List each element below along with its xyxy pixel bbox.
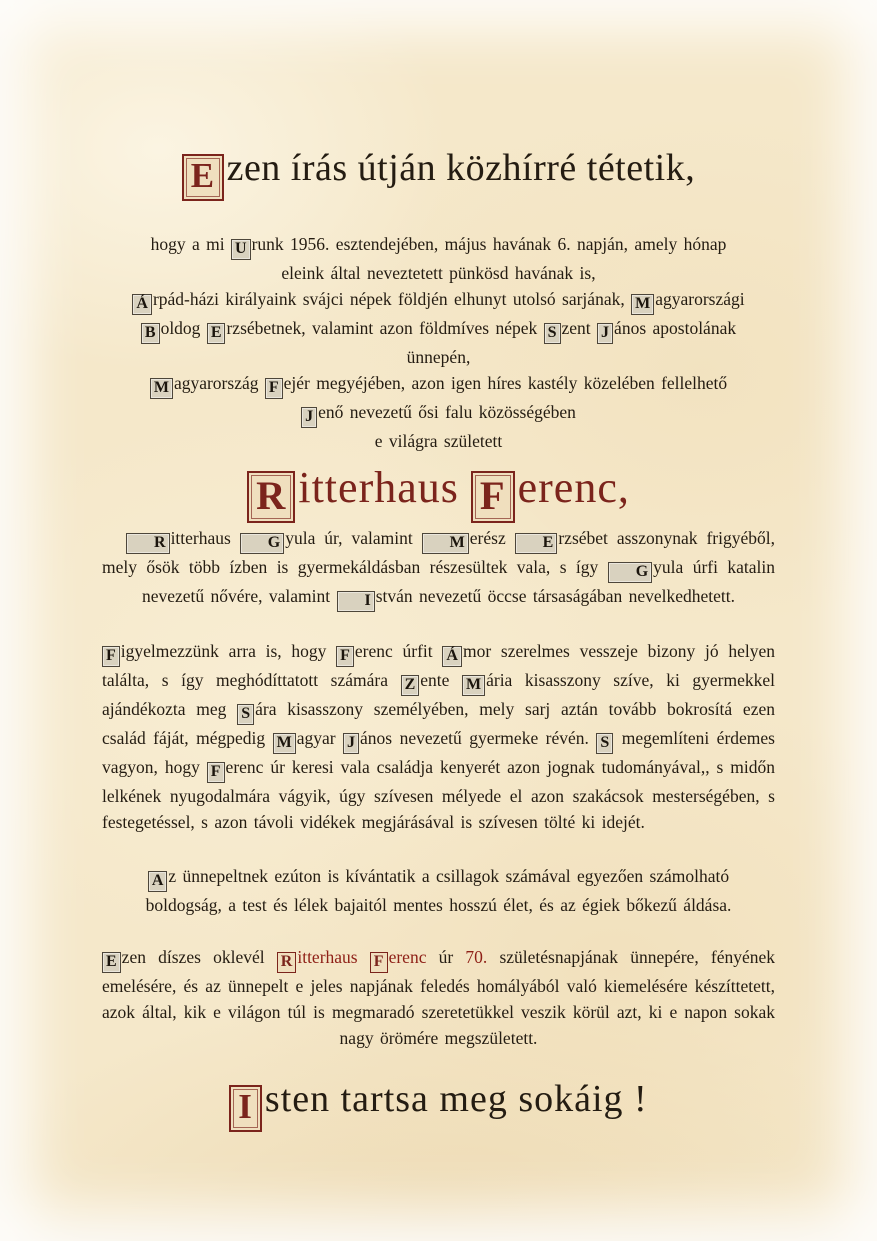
- ornate-initial-black: Z: [401, 675, 420, 696]
- ornate-initial-black: S: [237, 704, 254, 725]
- ornate-initial-black: M: [462, 675, 485, 696]
- ornate-initial-black: F: [207, 762, 225, 783]
- ornate-initial-black: G: [240, 533, 284, 554]
- document-content: [102, 0, 775, 1132]
- ornate-initial-red: E: [182, 154, 224, 201]
- ornate-initial-black: M: [273, 733, 296, 754]
- ornate-initial-black: A: [148, 871, 168, 892]
- ornate-initial-black: U: [231, 239, 251, 260]
- paragraph-parents-family: R itterhaus G yula úr, valamint M erész E rzsébet asszonynak frigyéből, mely ősök több ízben is gyermekáldásban részesültek vala, s így G yula úrfi katalin nevezetű nővére, valamint I stván nevezetű öccse társaságában nevelkedhetett.: [102, 525, 775, 612]
- ornate-initial-black: R: [126, 533, 170, 554]
- ornate-initial-black: J: [301, 407, 317, 428]
- ornate-initial-black: Á: [132, 294, 152, 315]
- ornate-initial-black: G: [608, 562, 652, 583]
- ornate-initial-black: E: [515, 533, 558, 554]
- ornate-initial-black: B: [141, 323, 160, 344]
- ornate-initial-black: M: [150, 378, 173, 399]
- ornate-initial-black: F: [265, 378, 283, 399]
- document-title: E zen írás útján közhírré tétetik,: [102, 146, 775, 201]
- paragraph-birthday-wishes: A z ünnepeltnek ezúton is kívántatik a csillagok számával egyezően számolható boldogság, a test és lélek bajaitól mentes hosszú élet, és az égiek bőkezű áldása.: [145, 866, 732, 916]
- ornate-initial-black: S: [596, 733, 613, 754]
- paragraph-birth-place: Á rpád-házi királyaink svájci népek földjén elhunyt utolsó sarjának, M agyarországi B oldog E rzsébetnek, valamint azon földmíves népek S zent J ános apostolának ünnepén, M agyarország F ejér megyéjében, azon igen híres kastély közelében fellelhető J enő nevezetű ősi falu közösségében e világra született: [102, 286, 775, 454]
- ornate-initial-black: I: [337, 591, 375, 612]
- celebrant-name-heading: R itterhaus F erenc,: [102, 462, 775, 523]
- ornate-initial-red: R: [247, 471, 295, 523]
- red-highlight-text: 70.: [465, 947, 488, 968]
- ornate-initial-black: F: [102, 646, 120, 667]
- ornate-initial-red: I: [229, 1085, 262, 1132]
- ornate-initial-black: E: [102, 952, 121, 973]
- red-highlight-text: R itterhaus F erenc: [277, 947, 427, 967]
- ornate-initial-black: Á: [442, 646, 462, 667]
- paragraph-life-story: F igyelmezzünk arra is, hogy F erenc úrfit Á mor szerelmes vesszeje bizony jó helyen találta, s így meghódíttatott számára Z ente M ária kisasszony szíve, ki gyermekkel ajándékozta meg S ára kisasszony személyében, mely sarj aztán tovább bokrosítá ezen család fáját, mégpedig M agyar J ános nevezetű gyermeke révén. S megemlíteni érdemes vagyon, hogy F erenc úr keresi vala családja kenyerét azon jognak tudományával,, s midőn lelkének nyugodalmára vágyik, úgy szívesen mélyede el azon szakácsok mesterségében, s festegetéssel, s azon távoli vidékek megjárásával is szívesen tölté ki idejét.: [102, 641, 775, 833]
- ornate-initial-black: J: [343, 733, 359, 754]
- closing-blessing: I sten tartsa meg sokáig !: [102, 1077, 775, 1132]
- ornate-initial-black: E: [207, 323, 226, 344]
- ornate-initial-red: F: [471, 471, 515, 523]
- ornate-initial-red: F: [370, 952, 388, 973]
- ornate-initial-black: M: [631, 294, 654, 315]
- paragraph-dedication: E zen díszes oklevél R itterhaus F erenc úr 70. születésnapjának ünnepére, fényének emelésére, és az ünnepelt e jeles napjának feledés homályából való kiemelésére készíttetett, azok által, kik e világon túl is megmaradó szeretetükkel veszik körül azt, ki e napon sokak nagy örömére megszületett.: [102, 947, 776, 1049]
- ornate-initial-black: J: [597, 323, 613, 344]
- ornate-initial-black: M: [422, 533, 469, 554]
- ornate-initial-red: R: [277, 952, 297, 973]
- ornate-initial-black: S: [544, 323, 561, 344]
- ornate-initial-black: F: [336, 646, 354, 667]
- paragraph-birth-date: hogy a mi U runk 1956. esztendejében, május havának 6. napján, amely hónap eleink által neveztetett pünkösd havának is,: [150, 233, 727, 283]
